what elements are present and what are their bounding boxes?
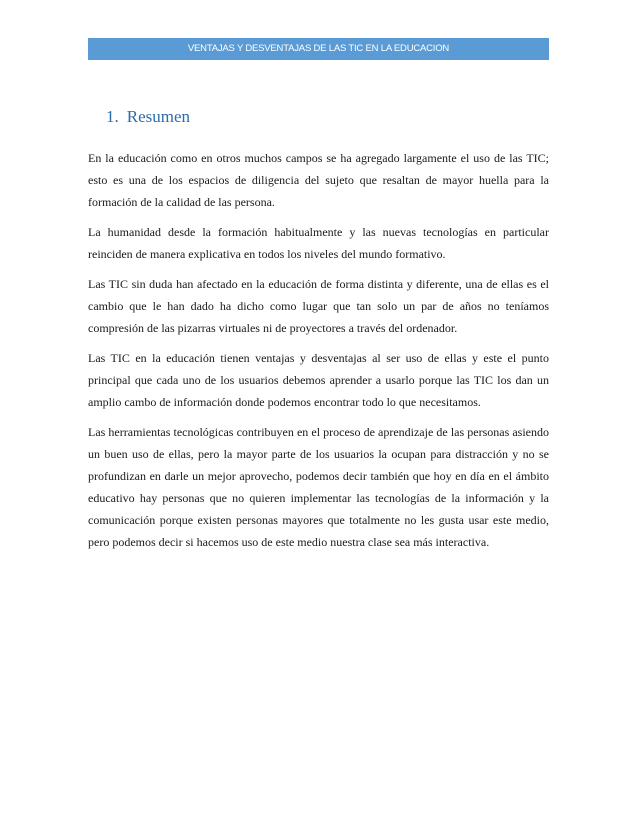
- paragraph: Las TIC sin duda han afectado en la educación de forma distinta y diferente, una de ellas es el cambio que le han dado ha dicho como lugar que tan solo un par de años no teníamos compresión de las pizarras virtuales ni de proyectores a través del ordenador.: [88, 277, 549, 335]
- document-body: [88, 147, 549, 561]
- paragraph: Las herramientas tecnológicas contribuyen en el proceso de aprendizaje de las personas asiendo un buen uso de ellas, pero la mayor parte de los usuarios la ocupan para distracción y no se profundizan en darle un mejor aprovecho, podemos decir también que hoy en día en el ámbito educativo hay personas que no quieren implementar las tecnologías de la información y la comunicación porque existen personas mayores que totalmente no les gusta usar este medio, pero podemos decir si hacemos uso de este medio nuestra clase sea más interactiva.: [88, 425, 549, 549]
- section-title: Resumen: [126, 107, 191, 126]
- page-header-title: VENTAJAS Y DESVENTAJAS DE LAS TIC EN LA EDUCACION: [187, 43, 450, 54]
- section-heading: [106, 107, 190, 127]
- page-header-bar: [88, 38, 549, 60]
- paragraph: Las TIC en la educación tienen ventajas y desventajas al ser uso de ellas y este el punto principal que cada uno de los usuarios debemos aprender a usarlo porque las TIC los dan un amplio cambo de información donde podemos encontrar todo lo que necesitamos.: [88, 351, 549, 409]
- section-number: 1.: [106, 107, 119, 126]
- paragraph: En la educación como en otros muchos campos se ha agregado largamente el uso de las TIC; esto es una de los espacios de diligencia del sujeto que resaltan de mayor huella para la formación de la calidad de las persona.: [88, 151, 549, 209]
- paragraph: La humanidad desde la formación habitualmente y las nuevas tecnologías en particular reinciden de manera explicativa en todos los niveles del mundo formativo.: [88, 225, 549, 261]
